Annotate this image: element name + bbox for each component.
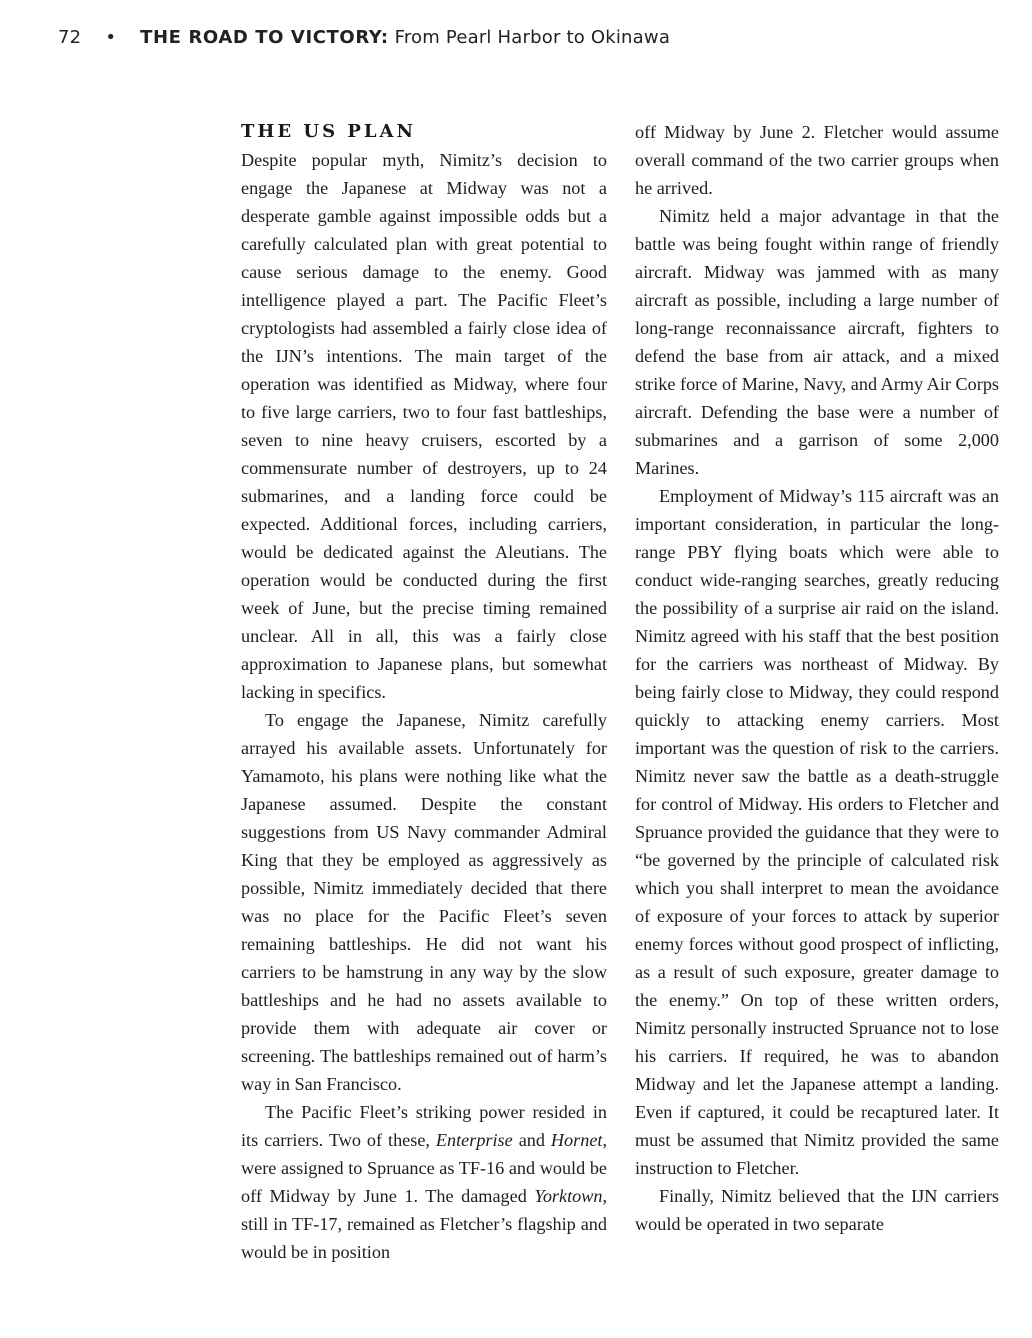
header-bullet: • [105,27,117,48]
section-heading: THE US PLAN [241,121,416,142]
ship-name-enterprise: Enterprise [435,1130,513,1150]
right-column [635,118,999,1238]
text-run: , were assigned to Spruance as TF-16 and would be off Midway by June 1. The damaged [241,1130,607,1206]
paragraph: To engage the Japanese, Nimitz carefully arrayed his available assets. Unfortunately for Yamamoto, his plans were nothing like what the Japanese assumed. Despite the constant suggestions from US Navy commander Admiral King that they be employed as aggressively as possible, Nimitz immediately decided that there was no place for the Pacific Fleet’s seven remaining battleships. He did not want his carriers to be hamstrung in any way by the slow battleships and he had no assets available to provide them with adequate air cover or screening. The battleships remained out of harm’s way in San Francisco. [241,710,607,1094]
ship-name-hornet: Hornet [550,1130,603,1150]
paragraph [241,1098,607,1266]
book-title: THE ROAD TO VICTORY: [140,27,389,48]
left-column [241,118,607,1266]
paragraph: Nimitz held a major advantage in that the battle was being fought within range of friendly aircraft. Midway was jammed with as many aircraft as possible, including a large number of long-range reconnaissance aircraft, fighters to defend the base from air attack, and a mixed strike force of Marine, Navy, and Army Air Corps aircraft. Defending the base were a number of submarines and a garrison of some 2,000 Marines. [635,206,999,478]
text-run: and [512,1130,551,1150]
running-header [58,27,670,48]
paragraph: off Midway by June 2. Fletcher would assume overall command of the two carrier groups when he arrived. [635,122,999,198]
ship-name-yorktown: Yorktown [534,1186,603,1206]
book-subtitle: From Pearl Harbor to Okinawa [388,27,671,48]
paragraph: Employment of Midway’s 115 aircraft was an important consideration, in particular the long-range PBY flying boats which were able to conduct wide-ranging searches, greatly reducing the possibility of a surprise air raid on the island. Nimitz agreed with his staff that the best position for the carriers was northeast of Midway. By being fairly close to Midway, they could respond quickly to attacking enemy carriers. Most important was the question of risk to the carriers. Nimitz never saw the battle as a death-struggle for control of Midway. His orders to Fletcher and Spruance provided the guidance that they were to “be governed by the principle of calculated risk which you shall interpret to mean the avoidance of exposure of your forces to attack by superior enemy forces without good prospect of inflicting, as a result of such exposure, greater damage to the enemy.” On top of these written orders, Nimitz personally instructed Spruance not to lose his carriers. If required, he was to abandon Midway and let the Japanese attempt a landing. Even if captured, it could be recaptured later. It must be assumed that Nimitz provided the same instruction to Fletcher. [635,486,999,1178]
paragraph: Finally, Nimitz believed that the IJN carriers would be operated in two separate [635,1186,999,1234]
page-number: 72 [58,27,82,48]
paragraph: Despite popular myth, Nimitz’s decision to engage the Japanese at Midway was not a desperate gamble against impossible odds but a carefully calculated plan with great potential to cause serious damage to the enemy. Good intelligence played a part. The Pacific Fleet’s cryptologists had assembled a fairly close idea of the IJN’s intentions. The main target of the operation was identified as Midway, where four to five large carriers, two to four fast battleships, seven to nine heavy cruisers, escorted by a commensurate number of destroyers, up to 24 submarines, and a landing force could be expected. Additional forces, including carriers, would be dedicated against the Aleutians. The operation would be conducted during the first week of June, but the precise timing remained unclear. All in all, this was a fairly close approximation to Japanese plans, but somewhat lacking in specifics. [241,150,607,702]
text-run: The Pacific Fleet’s striking power resided in its carriers. Two of these, [241,1102,607,1150]
text-run: , still in TF-17, remained as Fletcher’s flagship and would be in position [241,1186,607,1262]
